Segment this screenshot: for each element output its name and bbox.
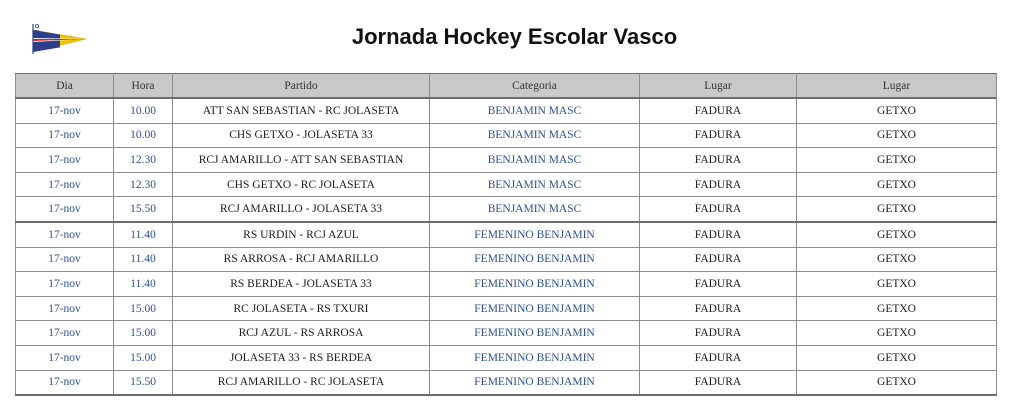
column-header-hora: Hora [114,74,173,99]
table-row [16,247,997,272]
cell-dia: 17-nov [16,272,114,297]
cell-lugar-2: GETXO [797,272,997,297]
cell-partido: CHS GETXO - JOLASETA 33 [173,123,430,148]
table-row [16,148,997,173]
column-header-categoria: Categoria [430,74,640,99]
cell-categoria: BENJAMIN MASC [430,172,640,197]
fixtures-table [15,73,997,396]
cell-partido: CHS GETXO - RC JOLASETA [173,172,430,197]
cell-dia: 17-nov [16,222,114,247]
cell-hora: 12.30 [114,172,173,197]
cell-dia: 17-nov [16,98,114,123]
cell-hora: 15.00 [114,296,173,321]
cell-hora: 15.50 [114,197,173,222]
cell-lugar: FADURA [640,272,797,297]
cell-hora: 12.30 [114,148,173,173]
cell-lugar-2: GETXO [797,98,997,123]
cell-categoria: FEMENINO BENJAMIN [430,370,640,395]
cell-categoria: FEMENINO BENJAMIN [430,345,640,370]
table-row [16,172,997,197]
cell-categoria: FEMENINO BENJAMIN [430,272,640,297]
cell-partido: RS ARROSA - RCJ AMARILLO [173,247,430,272]
cell-categoria: BENJAMIN MASC [430,123,640,148]
table-row [16,98,997,123]
cell-dia: 17-nov [16,296,114,321]
cell-partido: RS BERDEA - JOLASETA 33 [173,272,430,297]
cell-lugar: FADURA [640,345,797,370]
cell-partido: ATT SAN SEBASTIAN - RC JOLASETA [173,98,430,123]
column-header-dia: Dia [16,74,114,99]
cell-dia: 17-nov [16,172,114,197]
cell-lugar: FADURA [640,123,797,148]
cell-partido: RS URDIN - RCJ AZUL [173,222,430,247]
cell-partido: RCJ AMARILLO - ATT SAN SEBASTIAN [173,148,430,173]
cell-lugar-2: GETXO [797,296,997,321]
cell-dia: 17-nov [16,345,114,370]
cell-lugar: FADURA [640,321,797,346]
table-row [16,123,997,148]
cell-partido: RCJ AZUL - RS ARROSA [173,321,430,346]
cell-dia: 17-nov [16,123,114,148]
cell-categoria: FEMENINO BENJAMIN [430,321,640,346]
cell-lugar-2: GETXO [797,247,997,272]
cell-lugar: FADURA [640,197,797,222]
cell-hora: 11.40 [114,272,173,297]
cell-lugar-2: GETXO [797,222,997,247]
column-header-partido: Partido [173,74,430,99]
cell-partido: RCJ AMARILLO - JOLASETA 33 [173,197,430,222]
table-row [16,222,997,247]
table-row [16,296,997,321]
cell-hora: 11.40 [114,222,173,247]
cell-lugar: FADURA [640,98,797,123]
cell-lugar: FADURA [640,222,797,247]
cell-lugar-2: GETXO [797,370,997,395]
cell-categoria: FEMENINO BENJAMIN [430,222,640,247]
column-header-lugar: Lugar [640,74,797,99]
cell-lugar: FADURA [640,148,797,173]
cell-categoria: BENJAMIN MASC [430,148,640,173]
cell-hora: 10.00 [114,123,173,148]
column-header-lugar-2: Lugar [797,74,997,99]
cell-partido: RCJ AMARILLO - RC JOLASETA [173,370,430,395]
cell-lugar: FADURA [640,370,797,395]
cell-dia: 17-nov [16,370,114,395]
cell-hora: 10.00 [114,98,173,123]
cell-categoria: FEMENINO BENJAMIN [430,247,640,272]
cell-partido: RC JOLASETA - RS TXURI [173,296,430,321]
cell-dia: 17-nov [16,247,114,272]
table-row [16,272,997,297]
cell-categoria: BENJAMIN MASC [430,197,640,222]
cell-lugar-2: GETXO [797,197,997,222]
cell-categoria: BENJAMIN MASC [430,98,640,123]
cell-lugar: FADURA [640,296,797,321]
cell-dia: 17-nov [16,148,114,173]
cell-categoria: FEMENINO BENJAMIN [430,296,640,321]
cell-lugar-2: GETXO [797,172,997,197]
table-row [16,321,997,346]
table-row [16,197,997,222]
table-row [16,370,997,395]
cell-lugar: FADURA [640,247,797,272]
cell-lugar: FADURA [640,172,797,197]
cell-hora: 15.00 [114,345,173,370]
cell-hora: 15.00 [114,321,173,346]
table-header-row [16,74,997,99]
table-row [16,345,997,370]
cell-lugar-2: GETXO [797,321,997,346]
cell-dia: 17-nov [16,321,114,346]
cell-partido: JOLASETA 33 - RS BERDEA [173,345,430,370]
cell-lugar-2: GETXO [797,345,997,370]
cell-lugar-2: GETXO [797,148,997,173]
page-title: Jornada Hockey Escolar Vasco [351,24,678,49]
cell-dia: 17-nov [16,197,114,222]
cell-hora: 11.40 [114,247,173,272]
cell-lugar-2: GETXO [797,123,997,148]
cell-hora: 15.50 [114,370,173,395]
